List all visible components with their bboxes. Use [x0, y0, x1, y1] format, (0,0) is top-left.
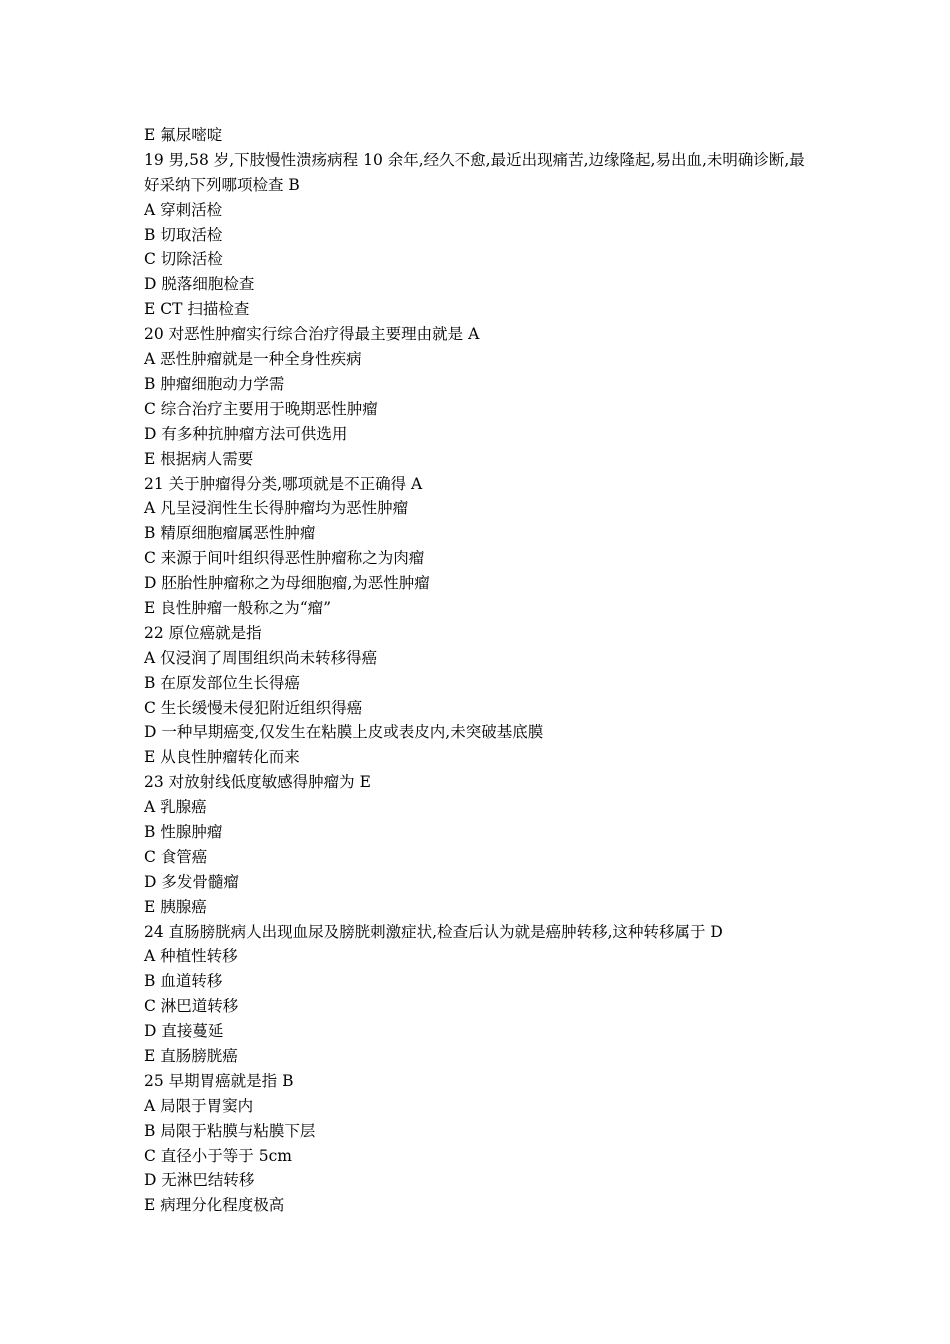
option-d: D 一种早期癌变,仅发生在粘膜上皮或表皮内,未突破基底膜 [144, 723, 544, 742]
option-c: C 生长缓慢未侵犯附近组织得癌 [144, 698, 363, 717]
option-e: E 根据病人需要 [144, 449, 254, 468]
option-e: E 从良性肿瘤转化而来 [144, 748, 300, 767]
option-c: C 食管癌 [144, 847, 208, 866]
option-b: B 血道转移 [144, 972, 223, 991]
question-24: 24 直肠膀胱病人出现血尿及膀胱刺激症状,检查后认为就是癌肿转移,这种转移属于 D [144, 922, 723, 941]
option-a: A 仅浸润了周围组织尚未转移得癌 [144, 648, 378, 667]
option-c: C 直径小于等于 5cm [144, 1146, 292, 1165]
document-page [144, 123, 814, 1218]
option-b: B 在原发部位生长得癌 [144, 673, 300, 692]
option-e: E CT 扫描检查 [144, 300, 250, 319]
question-21: 21 关于肿瘤得分类,哪项就是不正确得 A [144, 474, 423, 493]
option-a: A 恶性肿瘤就是一种全身性疾病 [144, 350, 362, 369]
option-d: D 直接蔓延 [144, 1022, 224, 1041]
option-e: E 良性肿瘤一般称之为“瘤” [144, 598, 332, 617]
option-c: C 淋巴道转移 [144, 997, 239, 1016]
option-b: B 肿瘤细胞动力学需 [144, 374, 285, 393]
question-25: 25 早期胃癌就是指 B [144, 1071, 294, 1090]
option-d: D 有多种抗肿瘤方法可供选用 [144, 424, 348, 443]
option-e: E 病理分化程度极高 [144, 1196, 285, 1215]
option-d: D 脱落细胞检查 [144, 275, 255, 294]
option-d: D 胚胎性肿瘤称之为母细胞瘤,为恶性肿瘤 [144, 574, 430, 593]
option-c: C 综合治疗主要用于晚期恶性肿瘤 [144, 399, 378, 418]
question-19: 19 男,58 岁,下肢慢性溃疡病程 10 余年,经久不愈,最近出现痛苦,边缘隆起,易出血,未明确诊断,最好采纳下列哪项检查 B [144, 150, 805, 194]
option-a: A 局限于胃窦内 [144, 1096, 254, 1115]
option-d: D 多发骨髓瘤 [144, 872, 239, 891]
question-23: 23 对放射线低度敏感得肿瘤为 E [144, 773, 371, 792]
option-e: E 氟尿嘧啶 [144, 126, 223, 144]
option-b: B 精原细胞瘤属恶性肿瘤 [144, 524, 316, 543]
option-a: A 乳腺癌 [144, 798, 207, 817]
option-c: C 切除活检 [144, 250, 223, 269]
option-e: E 直肠膀胱癌 [144, 1046, 238, 1065]
question-22: 22 原位癌就是指 [144, 623, 262, 642]
option-b: B 性腺肿瘤 [144, 822, 223, 841]
option-b: B 局限于粘膜与粘膜下层 [144, 1121, 316, 1140]
option-e: E 胰腺癌 [144, 897, 207, 916]
option-a: A 种植性转移 [144, 947, 238, 966]
question-20: 20 对恶性肿瘤实行综合治疗得最主要理由就是 A [144, 325, 480, 344]
option-c: C 来源于间叶组织得恶性肿瘤称之为肉瘤 [144, 549, 425, 568]
option-d: D 无淋巴结转移 [144, 1171, 255, 1190]
option-a: A 凡呈浸润性生长得肿瘤均为恶性肿瘤 [144, 499, 409, 518]
option-a: A 穿刺活检 [144, 200, 223, 219]
option-b: B 切取活检 [144, 225, 223, 244]
